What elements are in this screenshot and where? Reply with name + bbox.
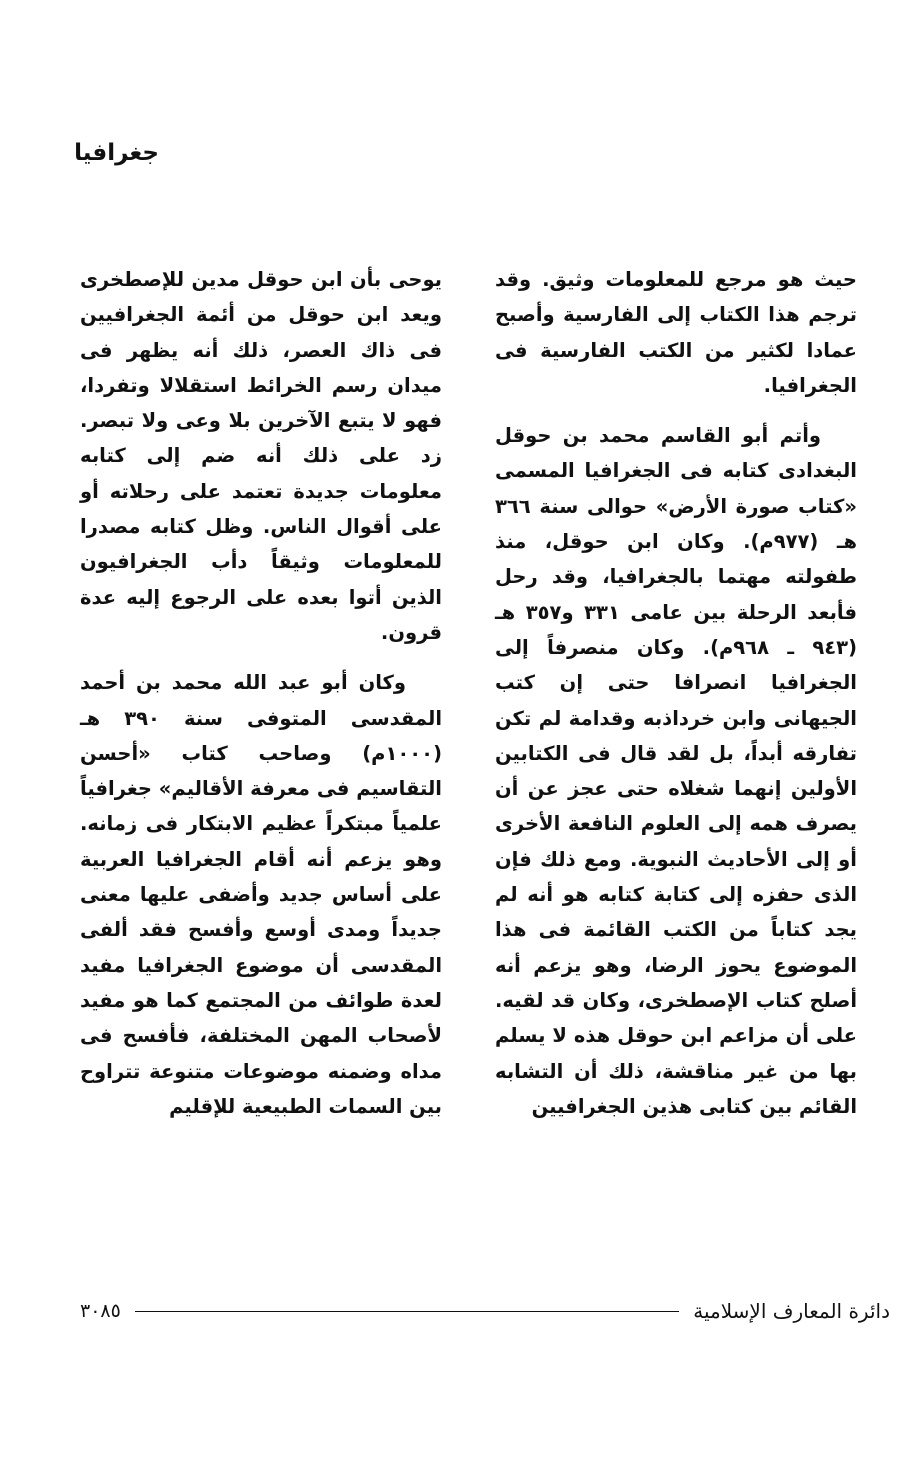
footer-divider [135,1311,679,1312]
text-column-right [495,262,857,1124]
paragraph: وأتم أبو القاسم محمد بن حوقل البغدادى كتابه فى الجغرافيا المسمى «كتاب صورة الأرض» حوالى سنة ٣٦٦ هـ (٩٧٧م). وكان ابن حوقل، منذ طفولته مهتما بالجغرافيا، وقد رحل فأبعد الرحلة بين عامى ٣٣١ و٣٥٧ هـ (٩٤٣ ـ ٩٦٨م). وكان منصرفاً إلى الجغرافيا انصرافا حتى إن كتب الجيهانى وابن خرداذبه وقدامة لم تكن تفارقه أبداً، بل لقد قال فى الكتابين الأولين إنهما شغلاه حتى عجز عن أن يصرف همه إلى العلوم النافعة الأخرى أو إلى الأحاديث النبوية. ومع ذلك فإن الذى حفزه إلى كتابة كتابه هو أنه لم يجد كتاباً من الكتب القائمة فى هذا الموضوع يحوز الرضا، وهو يزعم أنه أصلح كتاب الإصطخرى، وكان قد لقيه. على أن مزاعم ابن حوقل هذه لا يسلم بها من غير مناقشة، ذلك أن التشابه القائم بين كتابى هذين الجغرافيين [495,424,858,1118]
page-footer [80,1296,890,1326]
paragraph: حيث هو مرجع للمعلومات وثيق. وقد ترجم هذا الكتاب إلى الفارسية وأصبح عمادا لكثير من الكتب الفارسية فى الجغرافيا. [495,268,857,397]
footer-journal-title: دائرة المعارف الإسلامية [693,1299,890,1323]
text-column-left [80,262,442,1124]
page-number: ٣٠٨٥ [80,1300,121,1322]
running-head-title: جغرافيا [74,140,159,166]
paragraph: وكان أبو عبد الله محمد بن أحمد المقدسى المتوفى سنة ٣٩٠ هـ (١٠٠٠م) وصاحب كتاب «أحسن التقاسيم فى معرفة الأقاليم» جغرافياً علمياً مبتكراً عظيم الابتكار فى زمانه. وهو يزعم أنه أقام الجغرافيا العربية على أساس جديد وأضفى عليها معنى جديداً ومدى أوسع وأفسح فقد ألفى المقدسى أن موضوع الجغرافيا مفيد لعدة طوائف من المجتمع كما هو مفيد لأصحاب المهن المختلفة، فأفسح فى مداه وضمنه موضوعات متنوعة تتراوح بين السمات الطبيعية للإقليم [80,671,443,1118]
paragraph: يوحى بأن ابن حوقل مدين للإصطخرى ويعد ابن حوقل من أئمة الجغرافيين فى ذاك العصر، ذلك أنه يظهر فى ميدان رسم الخرائط استقلالا وتفردا، فهو لا يتبع الآخرين بلا وعى ولا تبصر. زد على ذلك أنه ضم إلى كتابه معلومات جديدة تعتمد على رحلاته أو على أقوال الناس. وظل كتابه مصدرا للمعلومات وثيقاً دأب الجغرافيون الذين أتوا بعده على الرجوع إليه عدة قرون. [80,268,442,644]
